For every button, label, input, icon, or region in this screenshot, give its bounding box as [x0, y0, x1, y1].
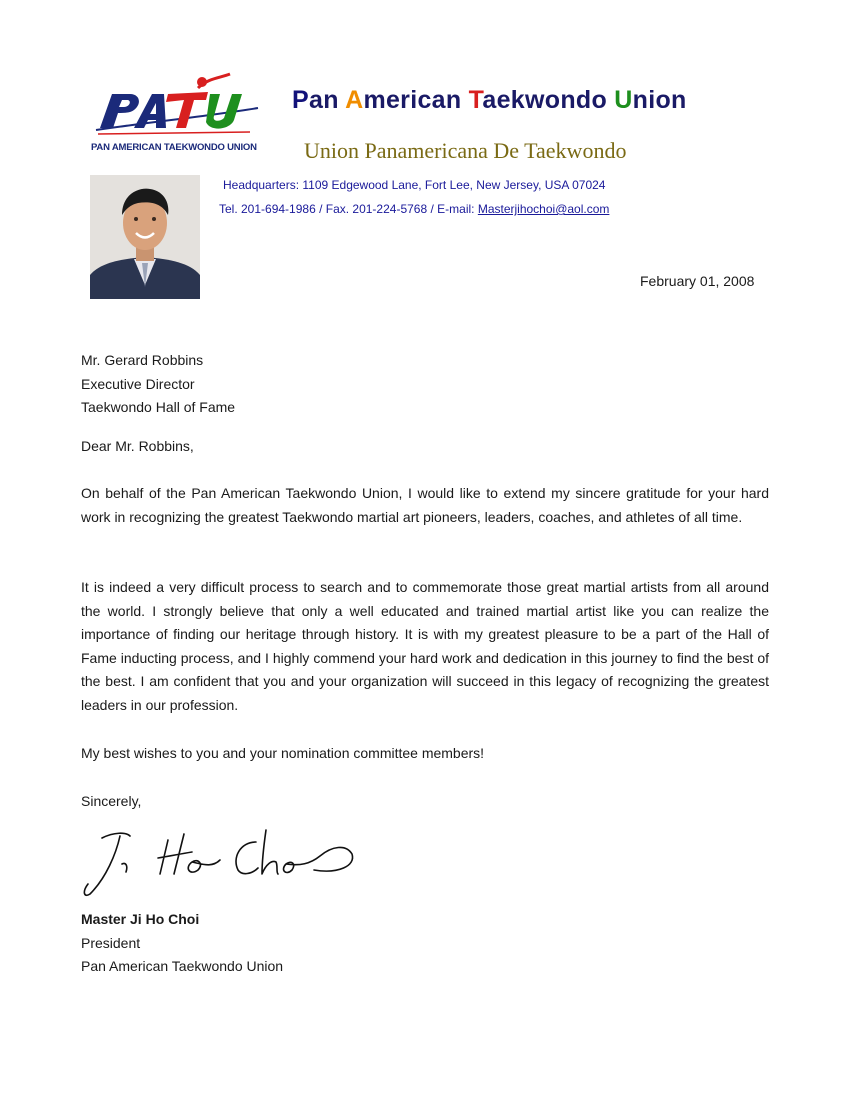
email-link[interactable]: Masterjihochoi@aol.com	[477, 202, 610, 216]
signer-name: Master Ji Ho Choi	[81, 911, 200, 927]
headquarters-address: Headquarters: 1109 Edgewood Lane, Fort Lee, New Jersey, USA 07024	[223, 178, 606, 192]
letter-date: February 01, 2008	[640, 273, 755, 289]
title-letter-p: P	[292, 86, 309, 114]
title-letter-a: A	[345, 86, 364, 114]
phone-fax-text: Tel. 201-694-1986 / Fax. 201-224-5768 / E-mail:	[219, 202, 478, 216]
closing: Sincerely,	[81, 793, 142, 809]
body-paragraph-3: My best wishes to you and your nomination committee members!	[81, 745, 485, 761]
signer-block	[81, 908, 283, 979]
title-letter-t: T	[468, 86, 483, 114]
logo-caption: PAN AMERICAN TAEKWONDO UNION	[91, 142, 257, 153]
org-title-english	[292, 86, 687, 115]
patu-logo-graphic	[90, 72, 265, 142]
signer-title: President	[81, 934, 141, 951]
org-title-spanish: Union Panamericana De Taekwondo	[304, 138, 627, 163]
handwritten-signature	[80, 818, 360, 900]
recipient-name: Mr. Gerard Robbins	[81, 352, 204, 368]
patu-logo	[90, 72, 265, 158]
title-letter-u: U	[614, 86, 633, 114]
recipient-address	[81, 349, 235, 420]
contact-line	[219, 202, 609, 216]
title-word-rest-4: nion	[632, 86, 687, 114]
recipient-title: Executive Director	[81, 375, 195, 392]
recipient-organization: Taekwondo Hall of Fame	[81, 399, 236, 415]
title-word-rest-3: aekwondo	[482, 86, 615, 114]
body-paragraph-1: On behalf of the Pan American Taekwondo Union, I would like to extend my sincere gratitude for your hard work in recognizing the greatest Taekwondo martial art pioneers, leaders, coaches, and athletes of all time.	[81, 485, 769, 525]
president-photo	[90, 175, 200, 299]
title-word-rest-1: an	[308, 86, 346, 114]
signer-organization: Pan American Taekwondo Union	[81, 958, 284, 974]
salutation: Dear Mr. Robbins,	[81, 438, 194, 454]
title-word-rest-2: merican	[363, 86, 469, 114]
body-paragraph-2: It is indeed a very difficult process to search and to commemorate those great martial artists from all around the world. I strongly believe that only a well educated and trained martial artist like you can realize the importance of finding our heritage through history. It is with my greatest pleasure to be a part of the Hall of Fame inducting process, and I highly commend your hard work and dedication in this journey to find the best of the best. I am confident that you and your organization will succeed in this legacy of recognizing the greatest leaders in our profession.	[81, 579, 769, 713]
